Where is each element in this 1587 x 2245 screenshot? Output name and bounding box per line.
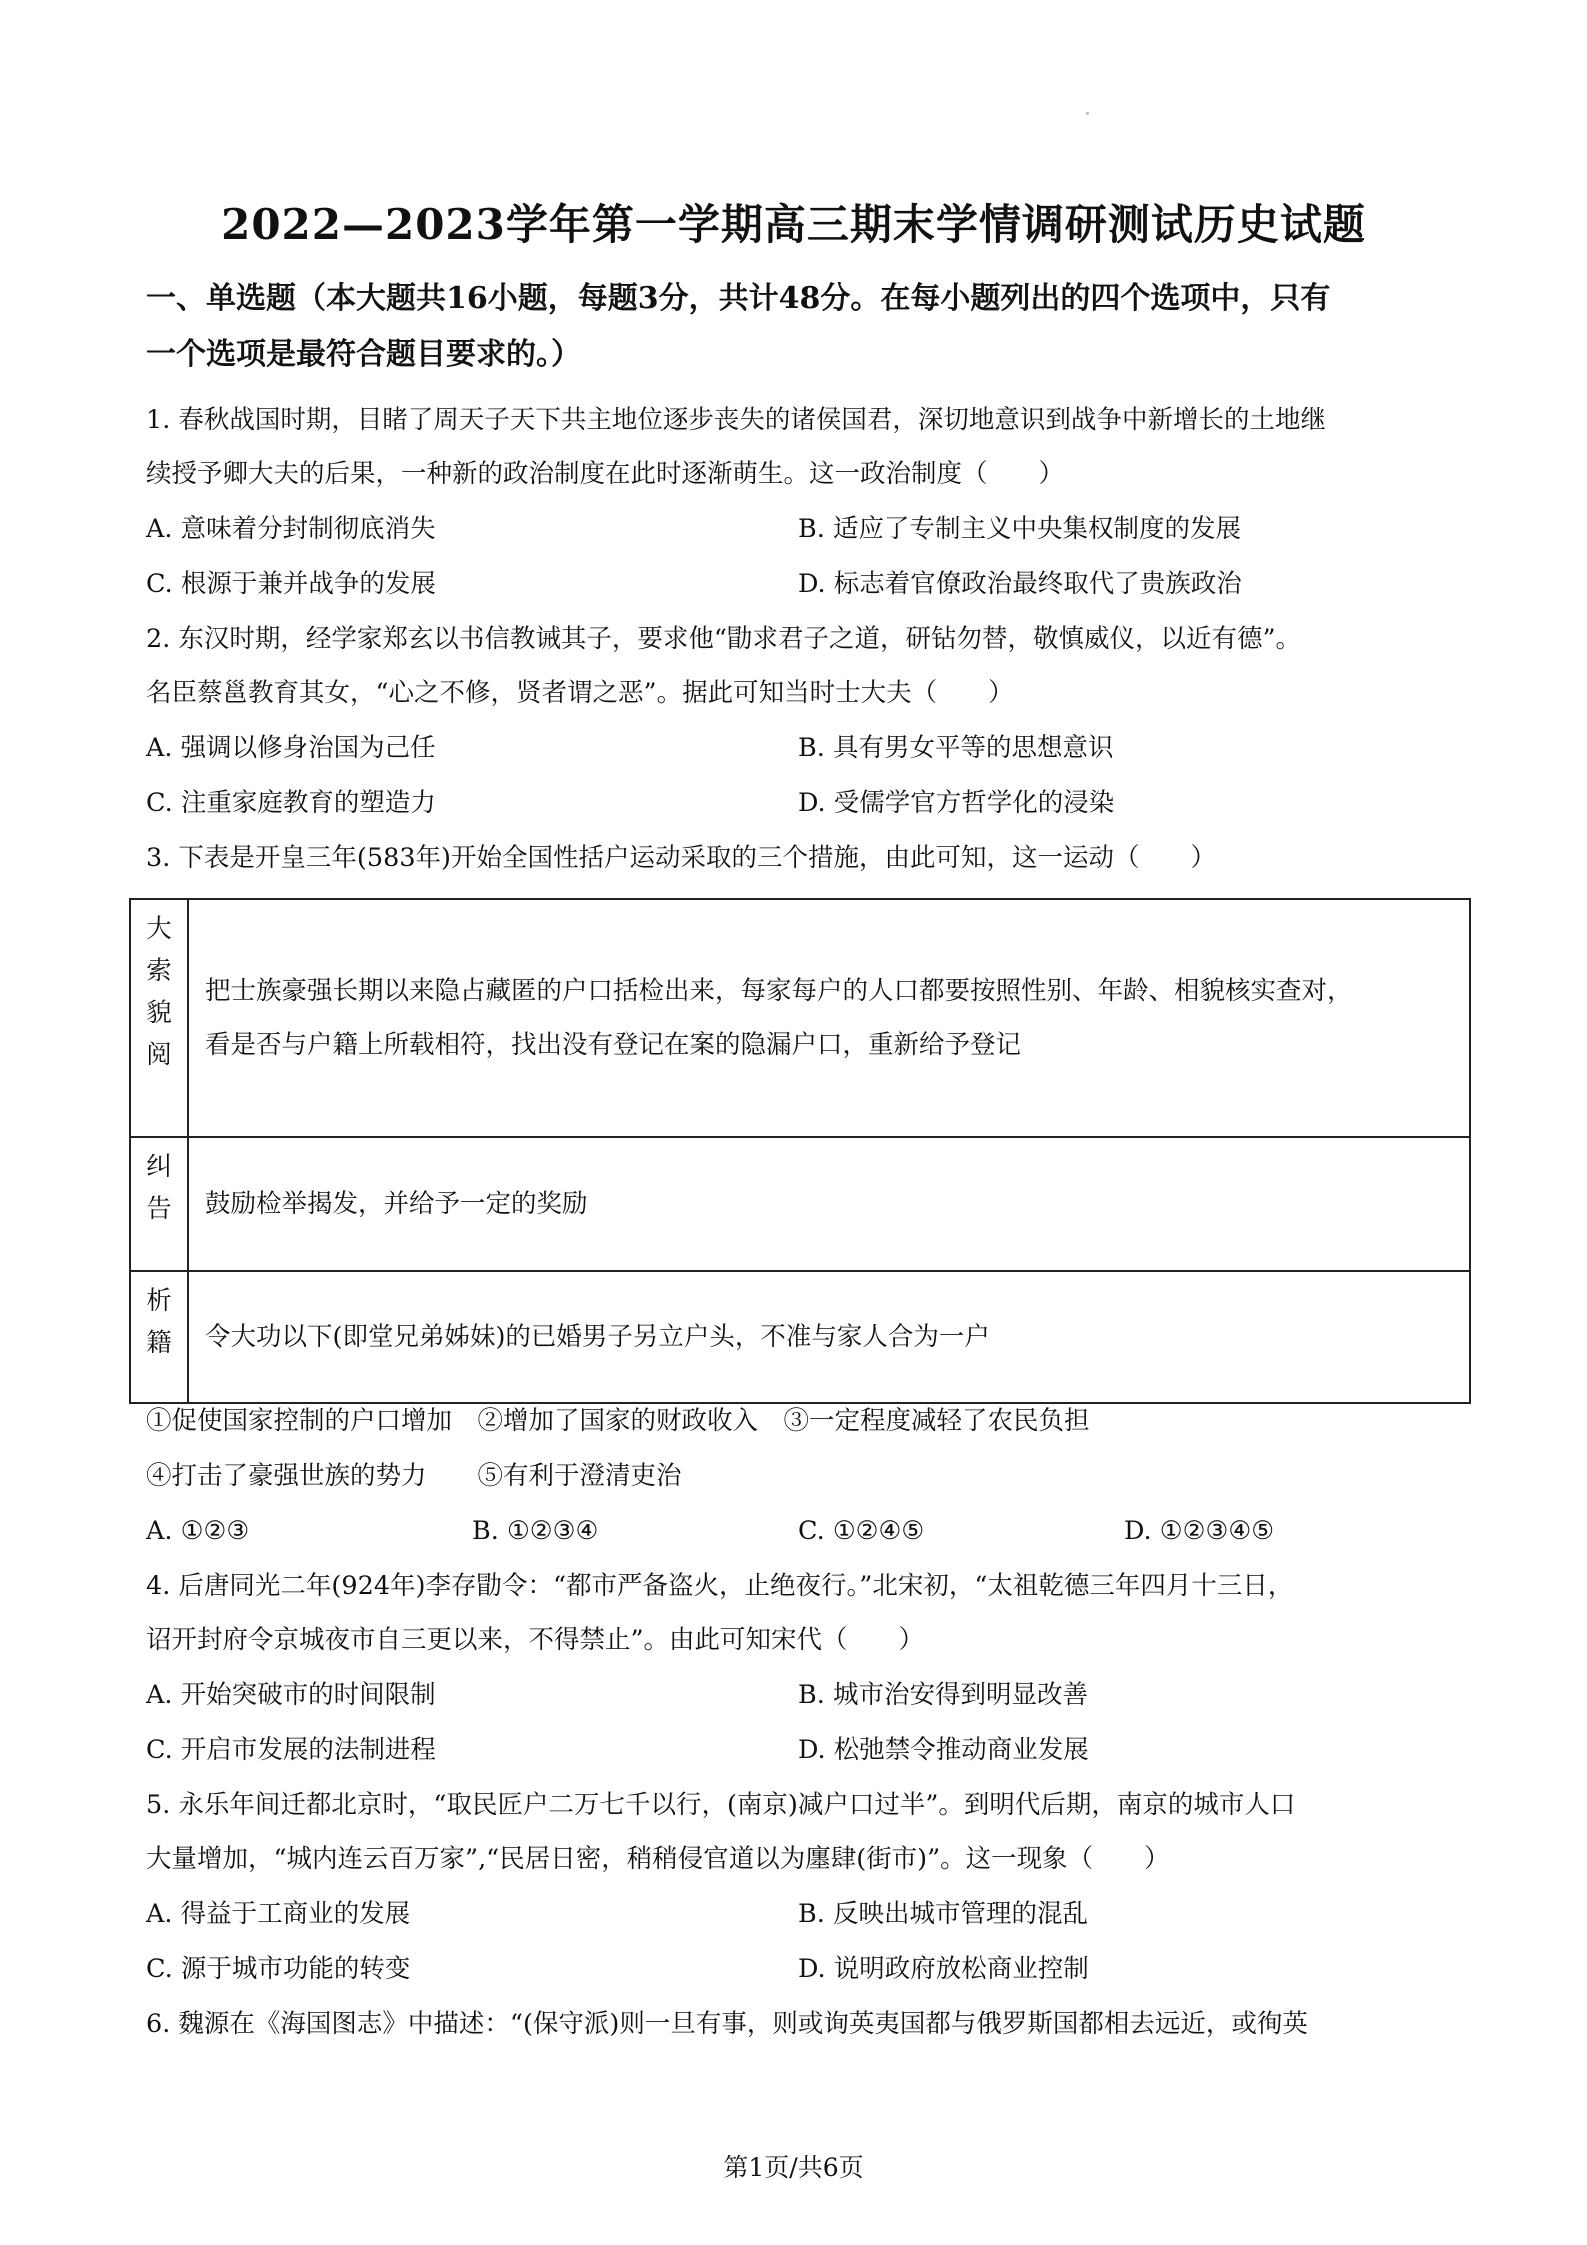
q5-option-a: A. 得益于工商业的发展 [146,1899,411,1929]
table-value-cell: 令大功以下(即堂兄弟姊妹)的已婚男子另立户头，不准与家人合为一户 [188,1271,1470,1403]
q1-option-d: D. 标志着官僚政治最终取代了贵族政治 [798,569,1242,599]
q2-option-b: B. 具有男女平等的思想意识 [798,733,1114,763]
page-number: 第1页/共6页 [723,2153,864,2182]
table-value-cell: 鼓励检举揭发，并给予一定的奖励 [188,1137,1470,1271]
q4-option-c: C. 开启市发展的法制进程 [146,1735,436,1765]
q4-option-d: D. 松弛禁令推动商业发展 [798,1735,1089,1765]
q5-stem-line1: 5. 永乐年间迁都北京时，“取民匠户二万七千以行，(南京)减户口过半”。到明代后期，南京的城市人口 [146,1790,1296,1820]
q3-option-b: B. ①②③④ [472,1516,599,1546]
q1-option-b: B. 适应了专制主义中央集权制度的发展 [798,514,1241,544]
q3-option-c: C. ①②④⑤ [798,1516,925,1546]
q2-stem-line2: 名臣蔡邕教育其女，“心之不修，贤者谓之恶”。据此可知当时士大夫（ ） [146,678,1014,708]
q2-option-c: C. 注重家庭教育的塑造力 [146,788,436,818]
q4-option-a: A. 开始突破市的时间限制 [146,1680,436,1710]
section-heading-line2: 一个选项是最符合题目要求的。） [146,337,581,372]
table-key-cell: 纠 告 [130,1137,188,1271]
q1-stem-line2: 续授予卿大夫的后果，一种新的政治制度在此时逐渐萌生。这一政治制度（ ） [146,459,1065,489]
q5-option-d: D. 说明政府放松商业控制 [798,1954,1089,1984]
q6-stem-line1: 6. 魏源在《海国图志》中描述：“(保守派)则一旦有事，则或询英夷国都与俄罗斯国都相去远近，或徇英 [146,2009,1308,2039]
q3-option-d: D. ①②③④⑤ [1124,1516,1275,1546]
q5-option-c: C. 源于城市功能的转变 [146,1954,411,1984]
q2-option-d: D. 受儒学官方哲学化的浸染 [798,788,1115,818]
q1-option-a: A. 意味着分封制彻底消失 [146,514,436,544]
scan-speck [1086,112,1089,115]
q4-option-b: B. 城市治安得到明显改善 [798,1680,1088,1710]
table-row [130,1137,1470,1271]
q4-stem-line2: 诏开封府令京城夜市自三更以来，不得禁止”。由此可知宋代（ ） [146,1625,925,1655]
section-heading-line1: 一、单选题（本大题共16小题，每题3分，共计48分。在每小题列出的四个选项中，只有 [146,281,1331,316]
q3-statements-line2: ④打击了豪强世族的势力 ⑤有利于澄清吏治 [146,1461,682,1491]
table-key-cell: 析 籍 [130,1271,188,1403]
measures-table [129,898,1471,1404]
q1-stem-line1: 1. 春秋战国时期，目睹了周天子天下共主地位逐步丧失的诸侯国君，深切地意识到战争中新增长的土地继 [146,405,1326,435]
q4-stem-line1: 4. 后唐同光二年(924年)李存勖令：“都市严备盗火，止绝夜行。”北宋初，“太祖乾德三年四月十三日， [146,1571,1294,1601]
q2-option-a: A. 强调以修身治国为己任 [146,733,436,763]
q3-statements-line1: ①促使国家控制的户口增加 ②增加了国家的财政收入 ③一定程度减轻了农民负担 [146,1406,1090,1436]
table-key-cell: 大 索 貌 阅 [130,899,188,1137]
page-title: 2022—2023学年第一学期高三期末学情调研测试历史试题 [221,200,1366,249]
q3-stem: 3. 下表是开皇三年(583年)开始全国性括户运动采取的三个措施，由此可知，这一运动（ ） [146,843,1217,873]
table-row [130,899,1470,1137]
q1-option-c: C. 根源于兼并战争的发展 [146,569,436,599]
table-value-cell: 把士族豪强长期以来隐占藏匿的户口括检出来，每家每户的人口都要按照性别、年龄、相貌核实查对， 看是否与户籍上所载相符，找出没有登记在案的隐漏户口，重新给予登记 [188,899,1470,1137]
table-row [130,1271,1470,1403]
q2-stem-line1: 2. 东汉时期，经学家郑玄以书信教诫其子，要求他“勖求君子之道，研钻勿替，敬慎威仪，以近有德”。 [146,624,1302,654]
q5-option-b: B. 反映出城市管理的混乱 [798,1899,1088,1929]
q3-option-a: A. ①②③ [146,1516,250,1546]
q5-stem-line2: 大量增加，“城内连云百万家”,“民居日密，稍稍侵官道以为廛肆(街市)”。这一现象（ ） [146,1844,1170,1874]
